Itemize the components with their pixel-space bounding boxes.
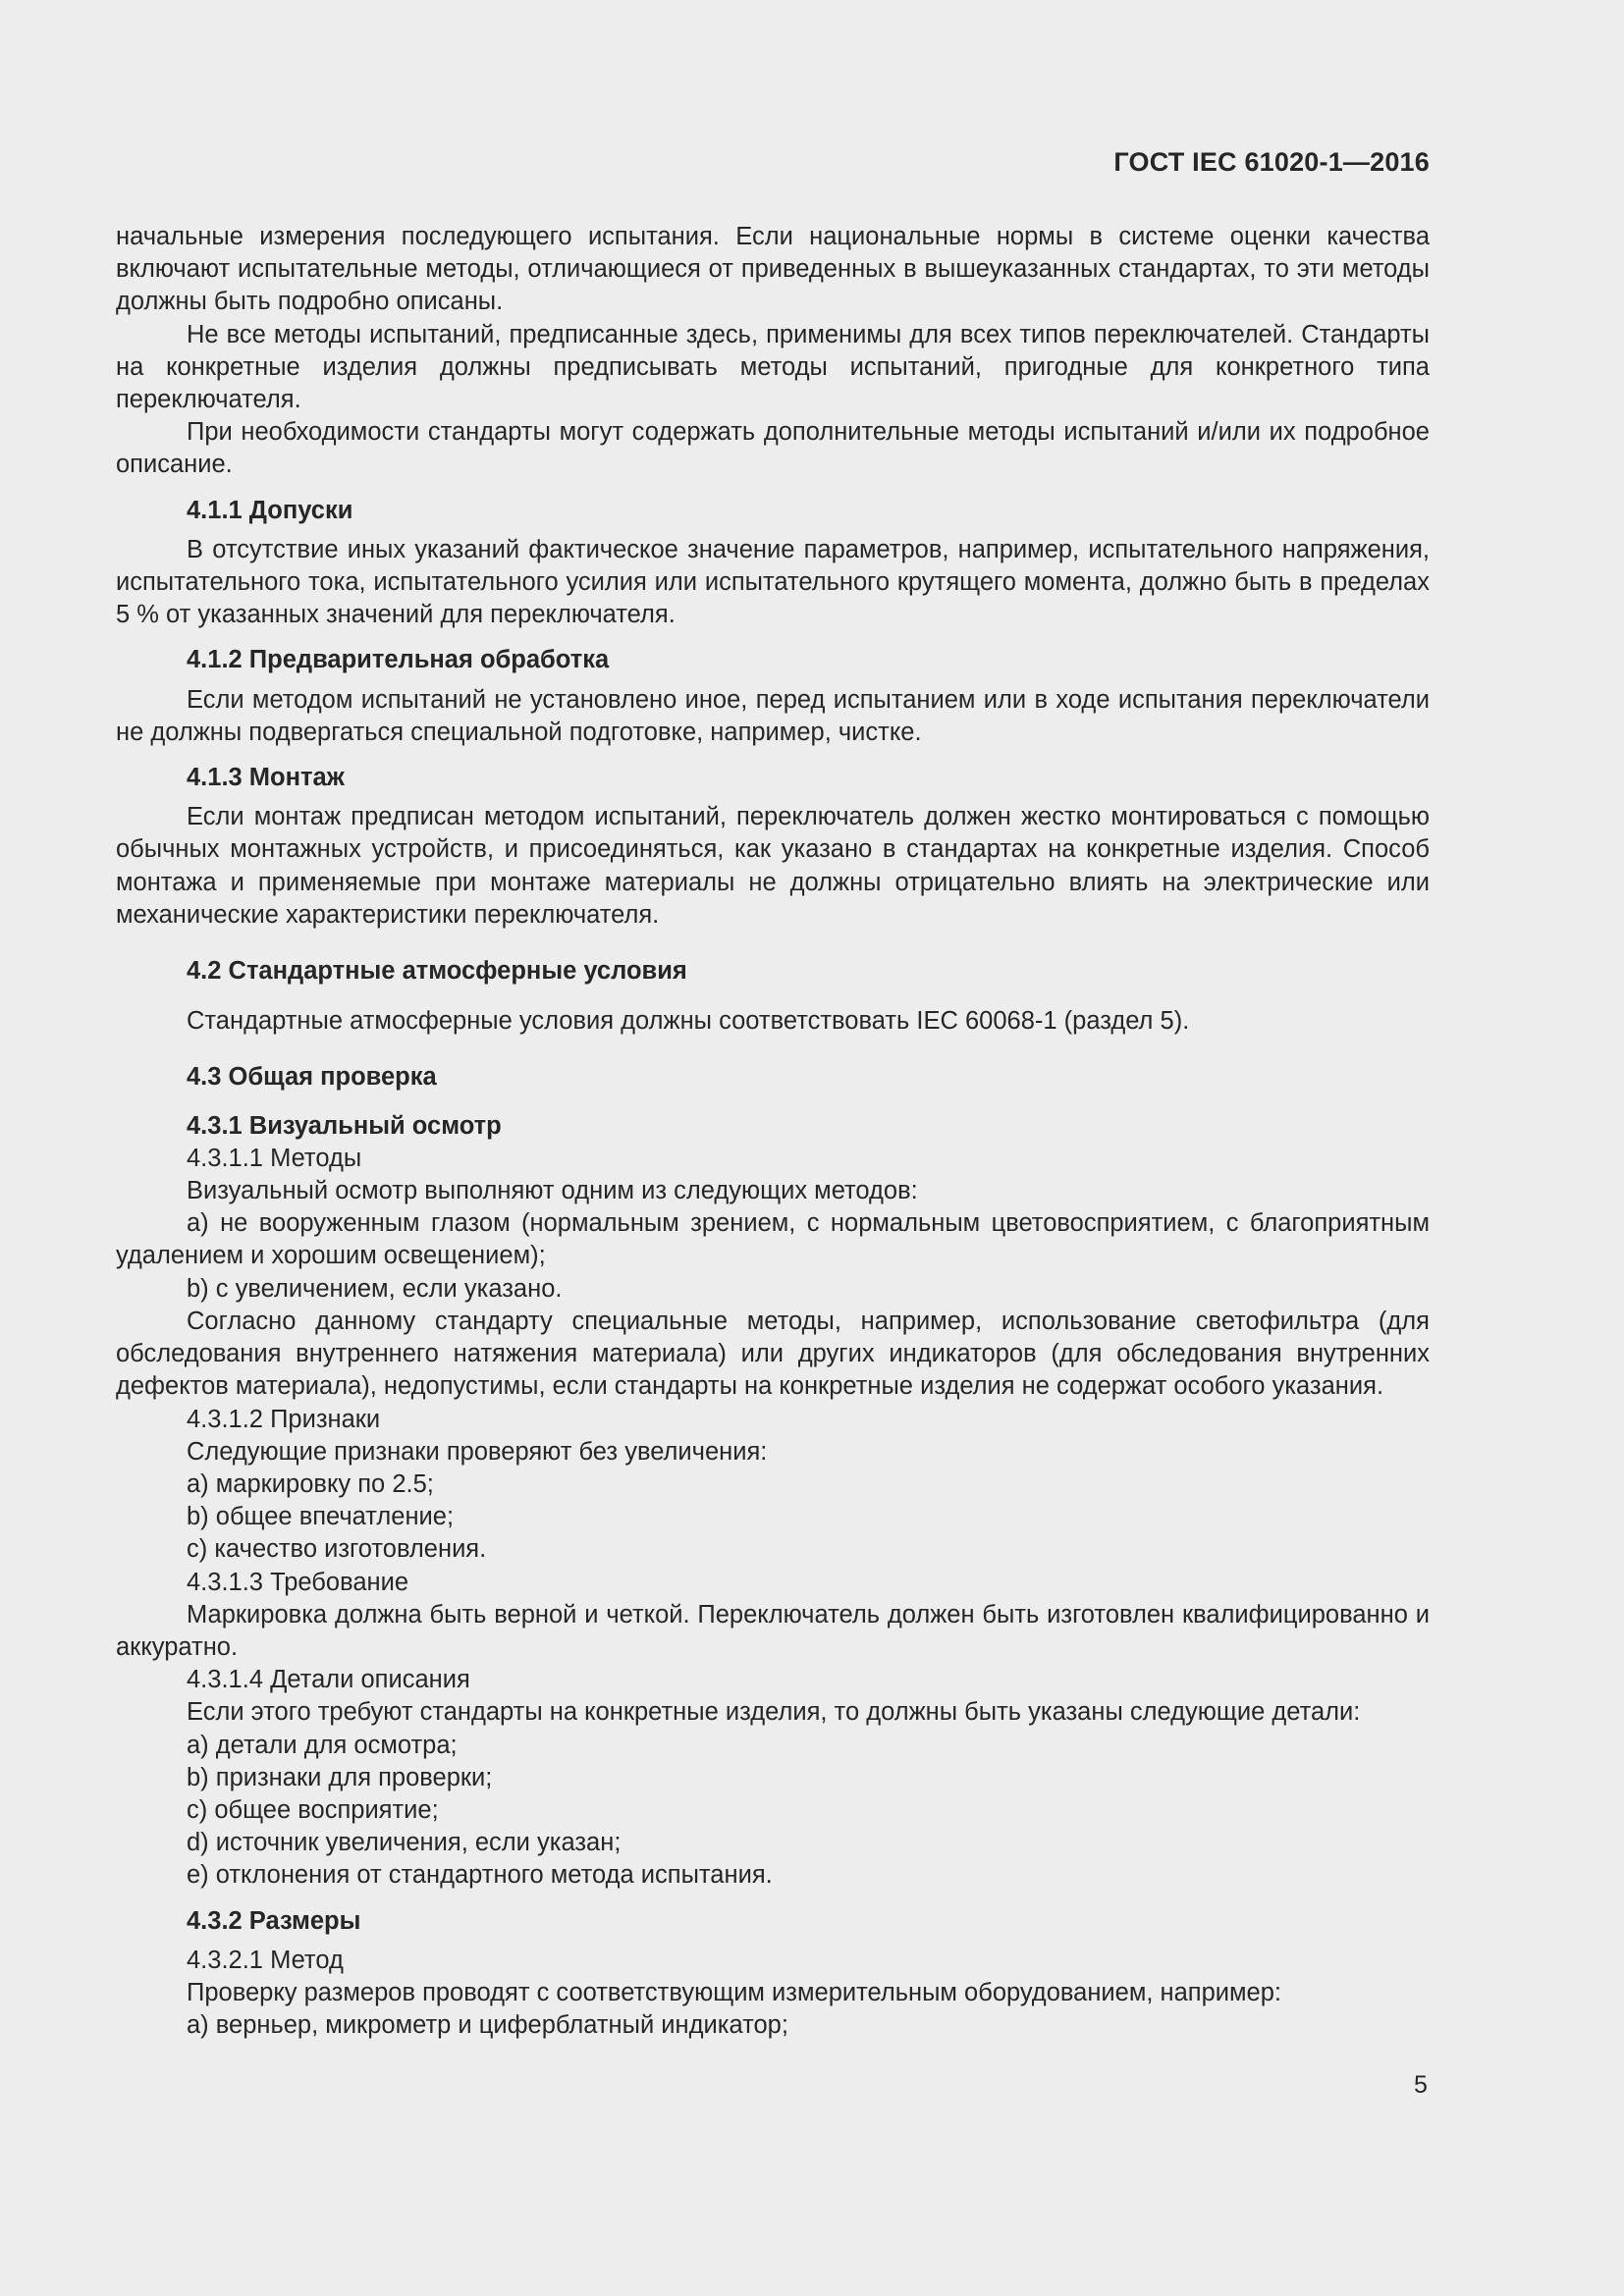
list-item: e) отклонения от стандартного метода испытания.	[187, 1861, 773, 1890]
paragraph: начальные измерения последующего испытания. Если национальные нормы в системе оценки качества включают испытательные методы, отличающиеся от приведенных в вышеуказанных стандартах, то эти методы должны быть подробно описаны.	[116, 223, 1430, 316]
list-item: c) качество изготовления.	[187, 1535, 487, 1564]
section-heading-4-3-1: 4.3.1 Визуальный осмотр	[187, 1111, 502, 1140]
subsection-heading-4-3-1-4: 4.3.1.4 Детали описания	[187, 1666, 470, 1694]
subsection-heading-4-3-1-2: 4.3.1.2 Признаки	[187, 1405, 381, 1433]
paragraph: Если методом испытаний не установлено иное, перед испытанием или в ходе испытания переключатели не должны подвергаться специальной подготовке, например, чистке.	[116, 685, 1430, 746]
list-item: b) общее впечатление;	[187, 1503, 455, 1531]
list-item: a) верньер, микрометр и циферблатный индикатор;	[187, 2011, 788, 2040]
document-header: ГОСТ IEC 61020-1—2016	[1113, 147, 1430, 177]
paragraph: Согласно данному стандарту специальные методы, например, использование светофильтра (для обследования внутреннего натяжения материала) или других индикаторов (для обследования внутренних дефектов материала), недопустимы, если стандарты на конкретные изделия не содержат особого указания.	[116, 1307, 1430, 1401]
subsection-heading-4-3-1-1: 4.3.1.1 Методы	[187, 1144, 362, 1172]
paragraph: Если монтаж предписан методом испытаний, переключатель должен жестко монтироваться с помощью обычных монтажных устройств, и присоединяться, как указано в стандартах на конкретные изделия. Способ монтажа и применяемые при монтаже материалы не должны отрицательно влиять на электрические или механические характеристики переключателя.	[116, 803, 1430, 929]
section-heading-4-1-3: 4.1.3 Монтаж	[187, 764, 345, 792]
subsection-heading-4-3-2-1: 4.3.2.1 Метод	[187, 1946, 344, 1974]
page-number: 5	[1414, 2071, 1428, 2099]
list-item: d) источник увеличения, если указан;	[187, 1829, 622, 1857]
paragraph: Стандартные атмосферные условия должны соответствовать IEC 60068-1 (раздел 5).	[187, 1007, 1190, 1036]
list-item: b) признаки для проверки;	[187, 1763, 493, 1791]
paragraph: В отсутствие иных указаний фактическое значение параметров, например, испытательного напряжения, испытательного тока, испытательного усилия или испытательного крутящего момента, должно быть в пределах 5 % от указанных значений для переключателя.	[116, 535, 1430, 629]
document-body	[116, 221, 1430, 2042]
subsection-heading-4-3-1-3: 4.3.1.3 Требование	[187, 1568, 409, 1596]
list-item: a) детали для осмотра;	[187, 1731, 458, 1759]
section-heading-4-1-1: 4.1.1 Допуски	[187, 496, 353, 524]
paragraph: Следующие признаки проверяют без увеличения:	[187, 1437, 768, 1466]
paragraph: Проверку размеров проводят с соответствующим измерительным оборудованием, например:	[187, 1978, 1282, 2006]
list-item: c) общее восприятие;	[187, 1795, 439, 1824]
paragraph: Визуальный осмотр выполняют одним из следующих методов:	[187, 1177, 918, 1205]
list-item: a) маркировку по 2.5;	[187, 1469, 434, 1498]
list-item: a) не вооруженным глазом (нормальным зрением, с нормальным цветовосприятием, с благоприятным удалением и хорошим освещением);	[116, 1209, 1430, 1270]
section-heading-4-3: 4.3 Общая проверка	[187, 1063, 437, 1092]
section-heading-4-1-2: 4.1.2 Предварительная обработка	[187, 646, 610, 674]
paragraph: При необходимости стандарты могут содержать дополнительные методы испытаний и/или их подробное описание.	[116, 418, 1430, 479]
list-item: b) с увеличением, если указано.	[187, 1274, 563, 1303]
section-heading-4-2: 4.2 Стандартные атмосферные условия	[187, 957, 687, 986]
paragraph: Не все методы испытаний, предписанные здесь, применимы для всех типов переключателей. Стандарты на конкретные изделия должны предписывать методы испытаний, пригодные для конкретного типа переключателя.	[116, 320, 1430, 414]
paragraph: Маркировка должна быть верной и четкой. Переключатель должен быть изготовлен квалифицированно и аккуратно.	[116, 1600, 1430, 1661]
paragraph: Если этого требуют стандарты на конкретные изделия, то должны быть указаны следующие детали:	[187, 1698, 1361, 1727]
section-heading-4-3-2: 4.3.2 Размеры	[187, 1906, 361, 1935]
